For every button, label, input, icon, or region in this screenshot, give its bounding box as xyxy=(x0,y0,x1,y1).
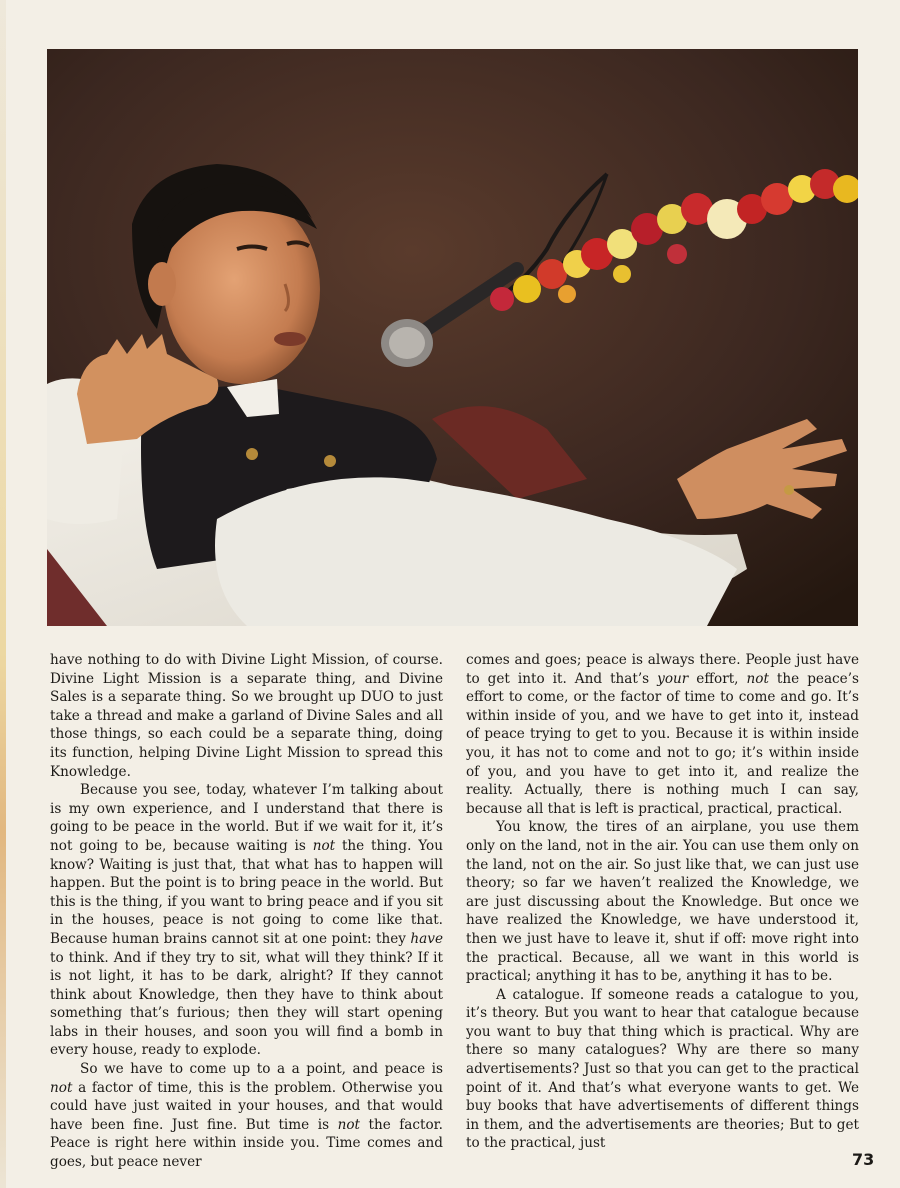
paragraph: A catalogue. If someone reads a catalogue to you, it’s theory. But you want to hear that catalogue because you want to buy that thing which is practical. Why are there so many catalogues? Why are there so many advertisements? Just so that you can get to the practical point of it. And that’s what everyone wants to get. We buy books that have advertisements of different things in them, and the advertisements are theories; But to get to the practical, just xyxy=(466,986,859,1152)
paragraph: have nothing to do with Divine Light Mission, of course. Divine Light Mission is a separate thing, and Divine Sales is a separate thing. So we brought up DUO to just take a thread and make a garland of Divine Sales and all those things, so each could be a separate thing, doing its function, helping Divine Light Mission to spread this Knowledge. xyxy=(50,652,443,780)
paragraph: So we have to come up to a a point, and peace is not a factor of time, this is the problem. Otherwise you could have just waited in your houses, and that would have been fine. Just fine. But time is not the factor. Peace is right here within inside you. Time comes and goes, but peace never xyxy=(50,1061,443,1171)
article-column-left xyxy=(50,651,443,1172)
paragraph: You know, the tires of an airplane, you use them only on the land, not in the air. You can use them only on the land, not on the air. So just like that, we can just use theory; so far we haven’t realized the Knowledge, we are just discussing about the Knowledge. But once we have realized the Knowledge, we have understood it, then we just have to leave it, shut if off: move right into the practical. Because, all we want in this world is practical; anything it has to be, anything it has to be. xyxy=(466,819,859,985)
paragraph: comes and goes; peace is always there. People just have to get into it. And that’s your effort, not the peace’s effort to come, or the factor of time to come and go. It’s within inside of you, and we have to get into it, instead of peace trying to get to you. Because it is within inside you, it has not to come and not to go; it’s within inside of you, and you have to get into it, and realize the reality. Actually, there is nothing much I can say, because all that is left is practical, practical, practical. xyxy=(466,652,859,817)
paragraph: Because you see, today, whatever I’m talking about is my own experience, and I understand that there is going to be peace in the world. But if we wait for it, it’s not going to be, because waiting is not the thing. You know? Waiting is just that, that what has to happen will happen. But the point is to bring peace in the world. But this is the thing, if you want to bring peace and if you sit in the houses, peace is not going to come like that. Because human brains cannot sit at one point: they have to think. And if they try to sit, what will they think? If it is not light, it has to be dark, alright? If they cannot think about Knowledge, then they have to think about something that’s furious; then they will start opening labs in their houses, and soon you will find a bomb in every house, ready to explode. xyxy=(50,782,443,1059)
article-column-right xyxy=(466,651,859,1153)
page-number: 73 xyxy=(852,1150,875,1169)
speaker-photo xyxy=(47,49,858,626)
page-edge xyxy=(0,0,6,1188)
